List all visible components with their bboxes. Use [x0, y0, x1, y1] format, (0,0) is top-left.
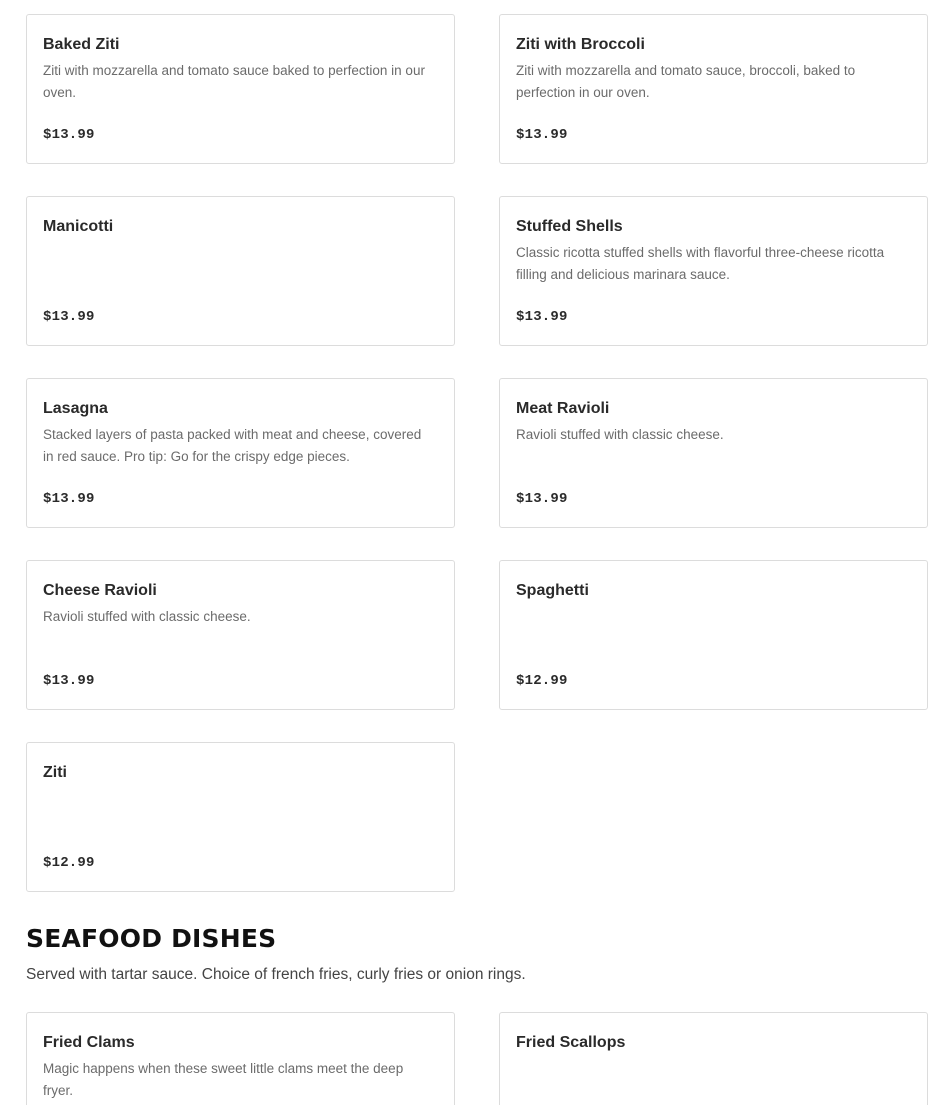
menu-item-price: $13.99 — [516, 491, 568, 507]
menu-item-name: Fried Clams — [43, 1034, 135, 1051]
menu-item-card[interactable] — [499, 560, 928, 710]
menu-item-price: $13.99 — [516, 309, 568, 325]
section-title: SEAFOOD DISHES — [26, 924, 277, 953]
menu-item-description: Classic ricotta stuffed shells with flavorful three-cheese ricotta filling and delicious marinara sauce. — [516, 245, 885, 282]
menu-item-card[interactable] — [26, 560, 455, 710]
seafood-items-grid — [26, 1012, 928, 1105]
menu-item-card[interactable] — [26, 196, 455, 346]
menu-item-price: $13.99 — [43, 673, 95, 689]
menu-item-name: Fried Scallops — [516, 1034, 626, 1051]
menu-item-name: Stuffed Shells — [516, 218, 623, 235]
menu-item-price: $13.99 — [43, 127, 95, 143]
menu-item-card[interactable] — [499, 196, 928, 346]
menu-item-card[interactable] — [26, 378, 455, 528]
menu-item-card[interactable] — [499, 378, 928, 528]
menu-item-name: Ziti with Broccoli — [516, 36, 645, 53]
menu-item-name: Meat Ravioli — [516, 400, 610, 417]
section-subtitle: Served with tartar sauce. Choice of french fries, curly fries or onion rings. — [26, 966, 526, 983]
pasta-items-grid — [26, 14, 928, 892]
menu-item-price: $13.99 — [43, 491, 95, 507]
menu-item-card[interactable] — [26, 742, 455, 892]
menu-item-price: $13.99 — [516, 127, 568, 143]
menu-item-name: Lasagna — [43, 400, 108, 417]
menu-item-description: Ravioli stuffed with classic cheese. — [516, 427, 724, 442]
menu-item-name: Ziti — [43, 764, 67, 781]
menu-item-card[interactable] — [26, 14, 455, 164]
menu-item-description: Ziti with mozzarella and tomato sauce, broccoli, baked to perfection in our oven. — [516, 63, 856, 100]
menu-item-name: Manicotti — [43, 218, 114, 235]
menu-item-price: $12.99 — [43, 855, 95, 871]
menu-item-card[interactable] — [499, 1012, 928, 1105]
menu-item-name: Cheese Ravioli — [43, 582, 157, 599]
menu-item-price: $13.99 — [43, 309, 95, 325]
menu-item-name: Baked Ziti — [43, 36, 120, 53]
menu-item-card[interactable] — [499, 14, 928, 164]
menu-item-card[interactable] — [26, 1012, 455, 1105]
menu-item-price: $12.99 — [516, 673, 568, 689]
menu-item-description: Ravioli stuffed with classic cheese. — [43, 609, 251, 624]
menu-item-name: Spaghetti — [516, 582, 589, 599]
menu-item-description: Magic happens when these sweet little clams meet the deep fryer. — [43, 1061, 404, 1098]
menu-item-description: Stacked layers of pasta packed with meat and cheese, covered in red sauce. Pro tip: Go for the crispy edge pieces. — [43, 427, 422, 464]
menu-item-description: Ziti with mozzarella and tomato sauce baked to perfection in our oven. — [43, 63, 425, 100]
